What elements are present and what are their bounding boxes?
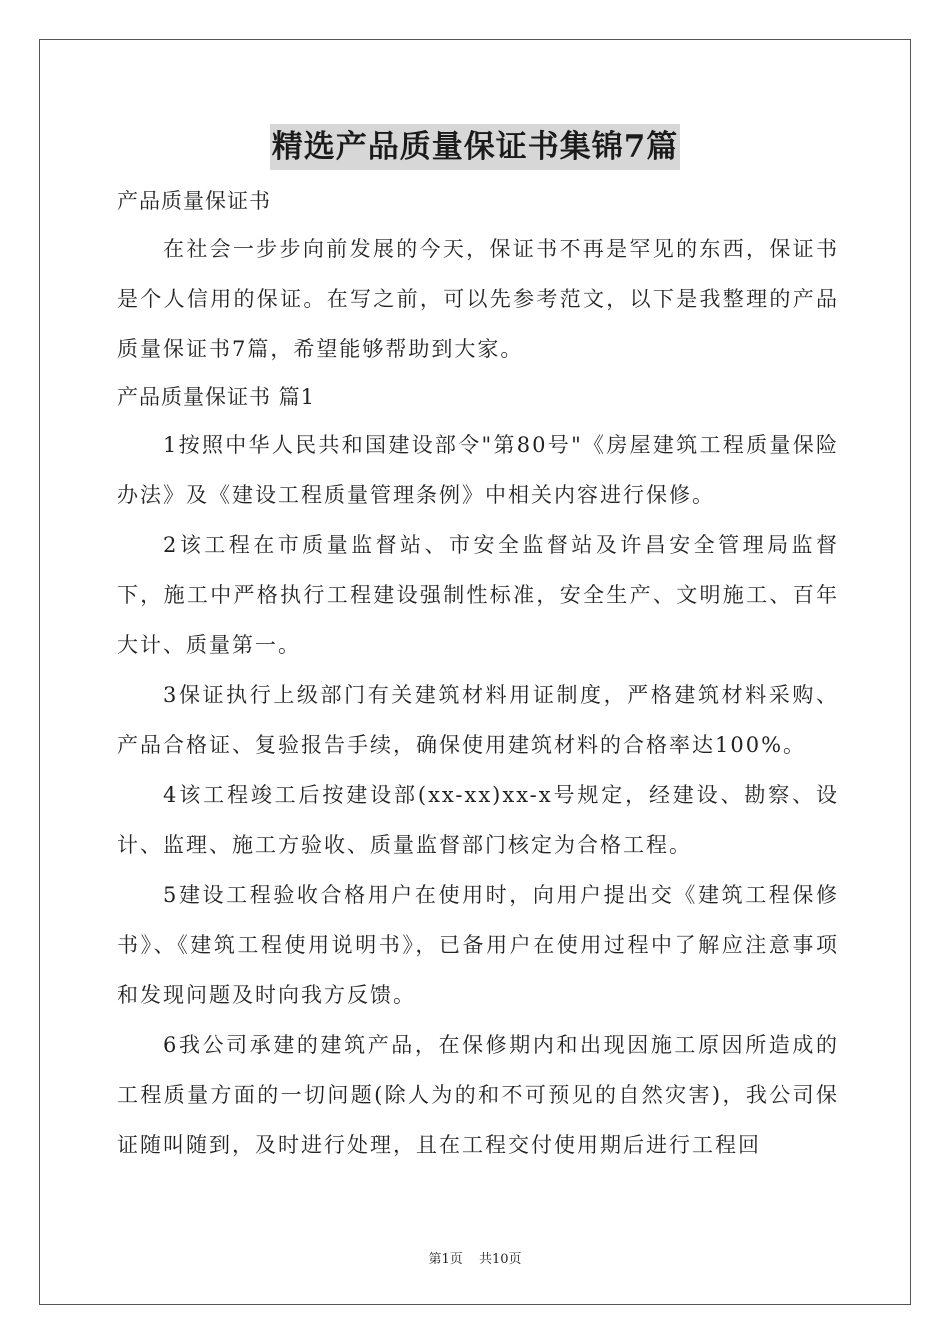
page-footer (0, 1248, 950, 1267)
list-item: 6我公司承建的建筑产品，在保修期内和出现因施工原因所造成的工程质量方面的一切问题(除人为的和不可预见的自然灾害)，我公司保证随叫随到，及时进行处理，且在工程交付使用期后进行工程回 (117, 1033, 839, 1157)
document-title-wrap (0, 124, 950, 170)
section-heading-part1: 产品质量保证书 篇1 (117, 385, 316, 409)
page-number: 第1页 (428, 1252, 463, 1267)
list-item: 2该工程在市质量监督站、市安全监督站及许昌安全管理局监督下，施工中严格执行工程建设强制性标准，安全生产、文明施工、百年大计、质量第一。 (117, 533, 839, 657)
section-heading: 产品质量保证书 (117, 189, 271, 213)
document-body (117, 178, 839, 1170)
document-title: 精选产品质量保证书集锦7篇 (270, 124, 681, 170)
list-item: 1按照中华人民共和国建设部令"第80号"《房屋建筑工程质量保险办法》及《建设工程质量管理条例》中相关内容进行保修。 (117, 433, 839, 507)
list-item: 4该工程竣工后按建设部(xx-xx)xx-x号规定，经建设、勘察、设计、监理、施工方验收、质量监督部门核定为合格工程。 (117, 783, 839, 857)
list-item: 5建设工程验收合格用户在使用时，向用户提出交《建筑工程保修书》、《建筑工程使用说明书》，已备用户在使用过程中了解应注意事项和发现问题及时向我方反馈。 (117, 883, 839, 1007)
list-item: 3保证执行上级部门有关建筑材料用证制度，严格建筑材料采购、产品合格证、复验报告手续，确保使用建筑材料的合格率达100%。 (117, 683, 839, 757)
page-total: 共10页 (478, 1252, 522, 1267)
intro-paragraph: 在社会一步步向前发展的今天，保证书不再是罕见的东西，保证书是个人信用的保证。在写之前，可以先参考范文，以下是我整理的产品质量保证书7篇，希望能够帮助到大家。 (117, 237, 839, 361)
